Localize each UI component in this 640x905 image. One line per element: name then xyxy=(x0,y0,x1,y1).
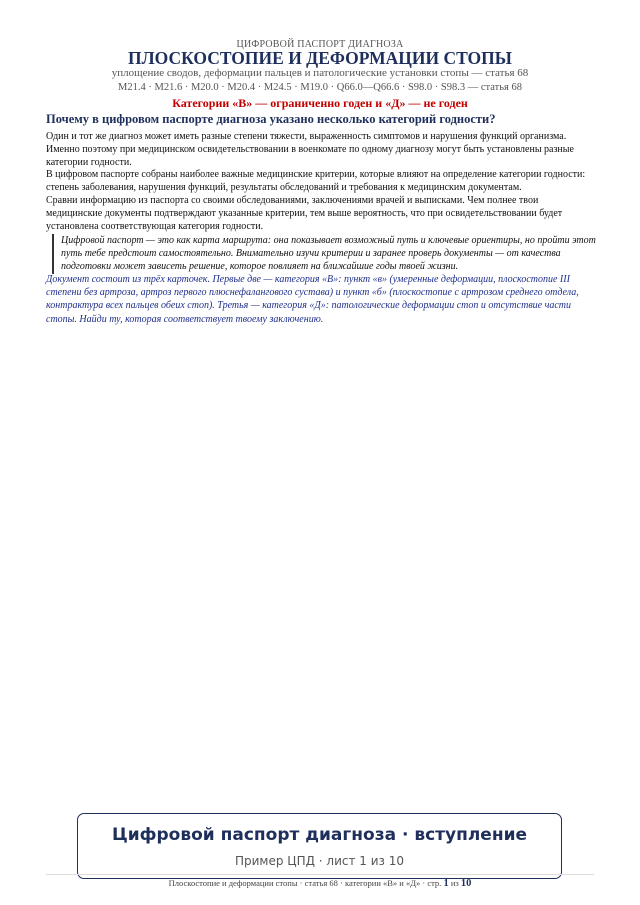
card-title: Цифровой паспорт диагноза · вступление xyxy=(111,825,528,845)
footer-divider xyxy=(46,874,594,875)
diagnosis-codes: M21.4 · M21.6 · M20.0 · M20.4 · M24.5 · M19.0 · Q66.0—Q66.6 · S98.0 · S98.3 — статья 68 xyxy=(118,82,522,93)
paragraph-1: Один и тот же диагноз может иметь разные степени тяжести, выраженность симптомов и нарушения функций организма. Именно поэтому при медицинском освидетельствовании в военкомате по одному диагнозу могут быть установлены разные категории годности. xyxy=(46,131,574,169)
card-subtitle: Пример ЦПД · лист 1 из 10 xyxy=(234,854,405,868)
paragraph-2: В цифровом паспорте собраны наиболее важные медицинские критерии, которые влияют на определение категории годности: степень заболевания, нарушения функций, результаты обследований и требования к медицинским документам. xyxy=(46,169,586,194)
document-title: ПЛОСКОСТОПИЕ И ДЕФОРМАЦИИ СТОПЫ xyxy=(128,48,512,68)
page-footer xyxy=(0,878,640,889)
paragraph-3: Сравни информацию из паспорта со своими обследованиями, заключениями врачей и выписками. Чем полнее твои медицинские документы подтверждают указанные критерии, тем выше вероятность, что при освидетельствовании будет установлена соответствующая категория годности. xyxy=(46,195,563,233)
intro-card xyxy=(77,813,562,879)
footer-of: из xyxy=(450,878,459,888)
structure-note: Документ состоит из трёх карточек. Первые две — категория «В»: пункт «в» (умеренные деформации, плоскостопие III степени без артроза, артроз первого плюснефалангового сустава) и пункт «б» (плоскостопие с артрозом среднего отдела, контрактура всех пальцев обеих стоп). Третья — категория «Д»: патологические деформации стоп и отсутствие части стопы. Найди ту, которая соответствует твоему заключению. xyxy=(46,274,579,325)
document-kicker: ЦИФРОВОЙ ПАСПОРТ ДИАГНОЗА xyxy=(236,39,404,50)
footer-page-total: 10 xyxy=(460,878,472,889)
footer-text: Плоскостопие и деформации стопы · статья 68 · категории «В» и «Д» · стр. xyxy=(168,878,442,888)
document-subtitle: уплощение сводов, деформации пальцев и патологические установки стопы — статья 68 xyxy=(111,67,529,79)
quote-block: Цифровой паспорт — это как карта маршрута: она показывает возможный путь и ключевые ориентиры, но пройти этот путь тебе предстоит самостоятельно. Внимательно изучи критерии и заранее проверь документы — от качества подготовки может зависеть решение, которое повлияет на ближайшие годы твоей жизни. xyxy=(52,234,601,274)
footer-page-number: 1 xyxy=(443,878,449,889)
section-heading: Почему в цифровом паспорте диагноза указано несколько категорий годности? xyxy=(46,112,496,126)
fitness-categories: Категории «В» — ограниченно годен и «Д» — не годен xyxy=(172,96,468,110)
